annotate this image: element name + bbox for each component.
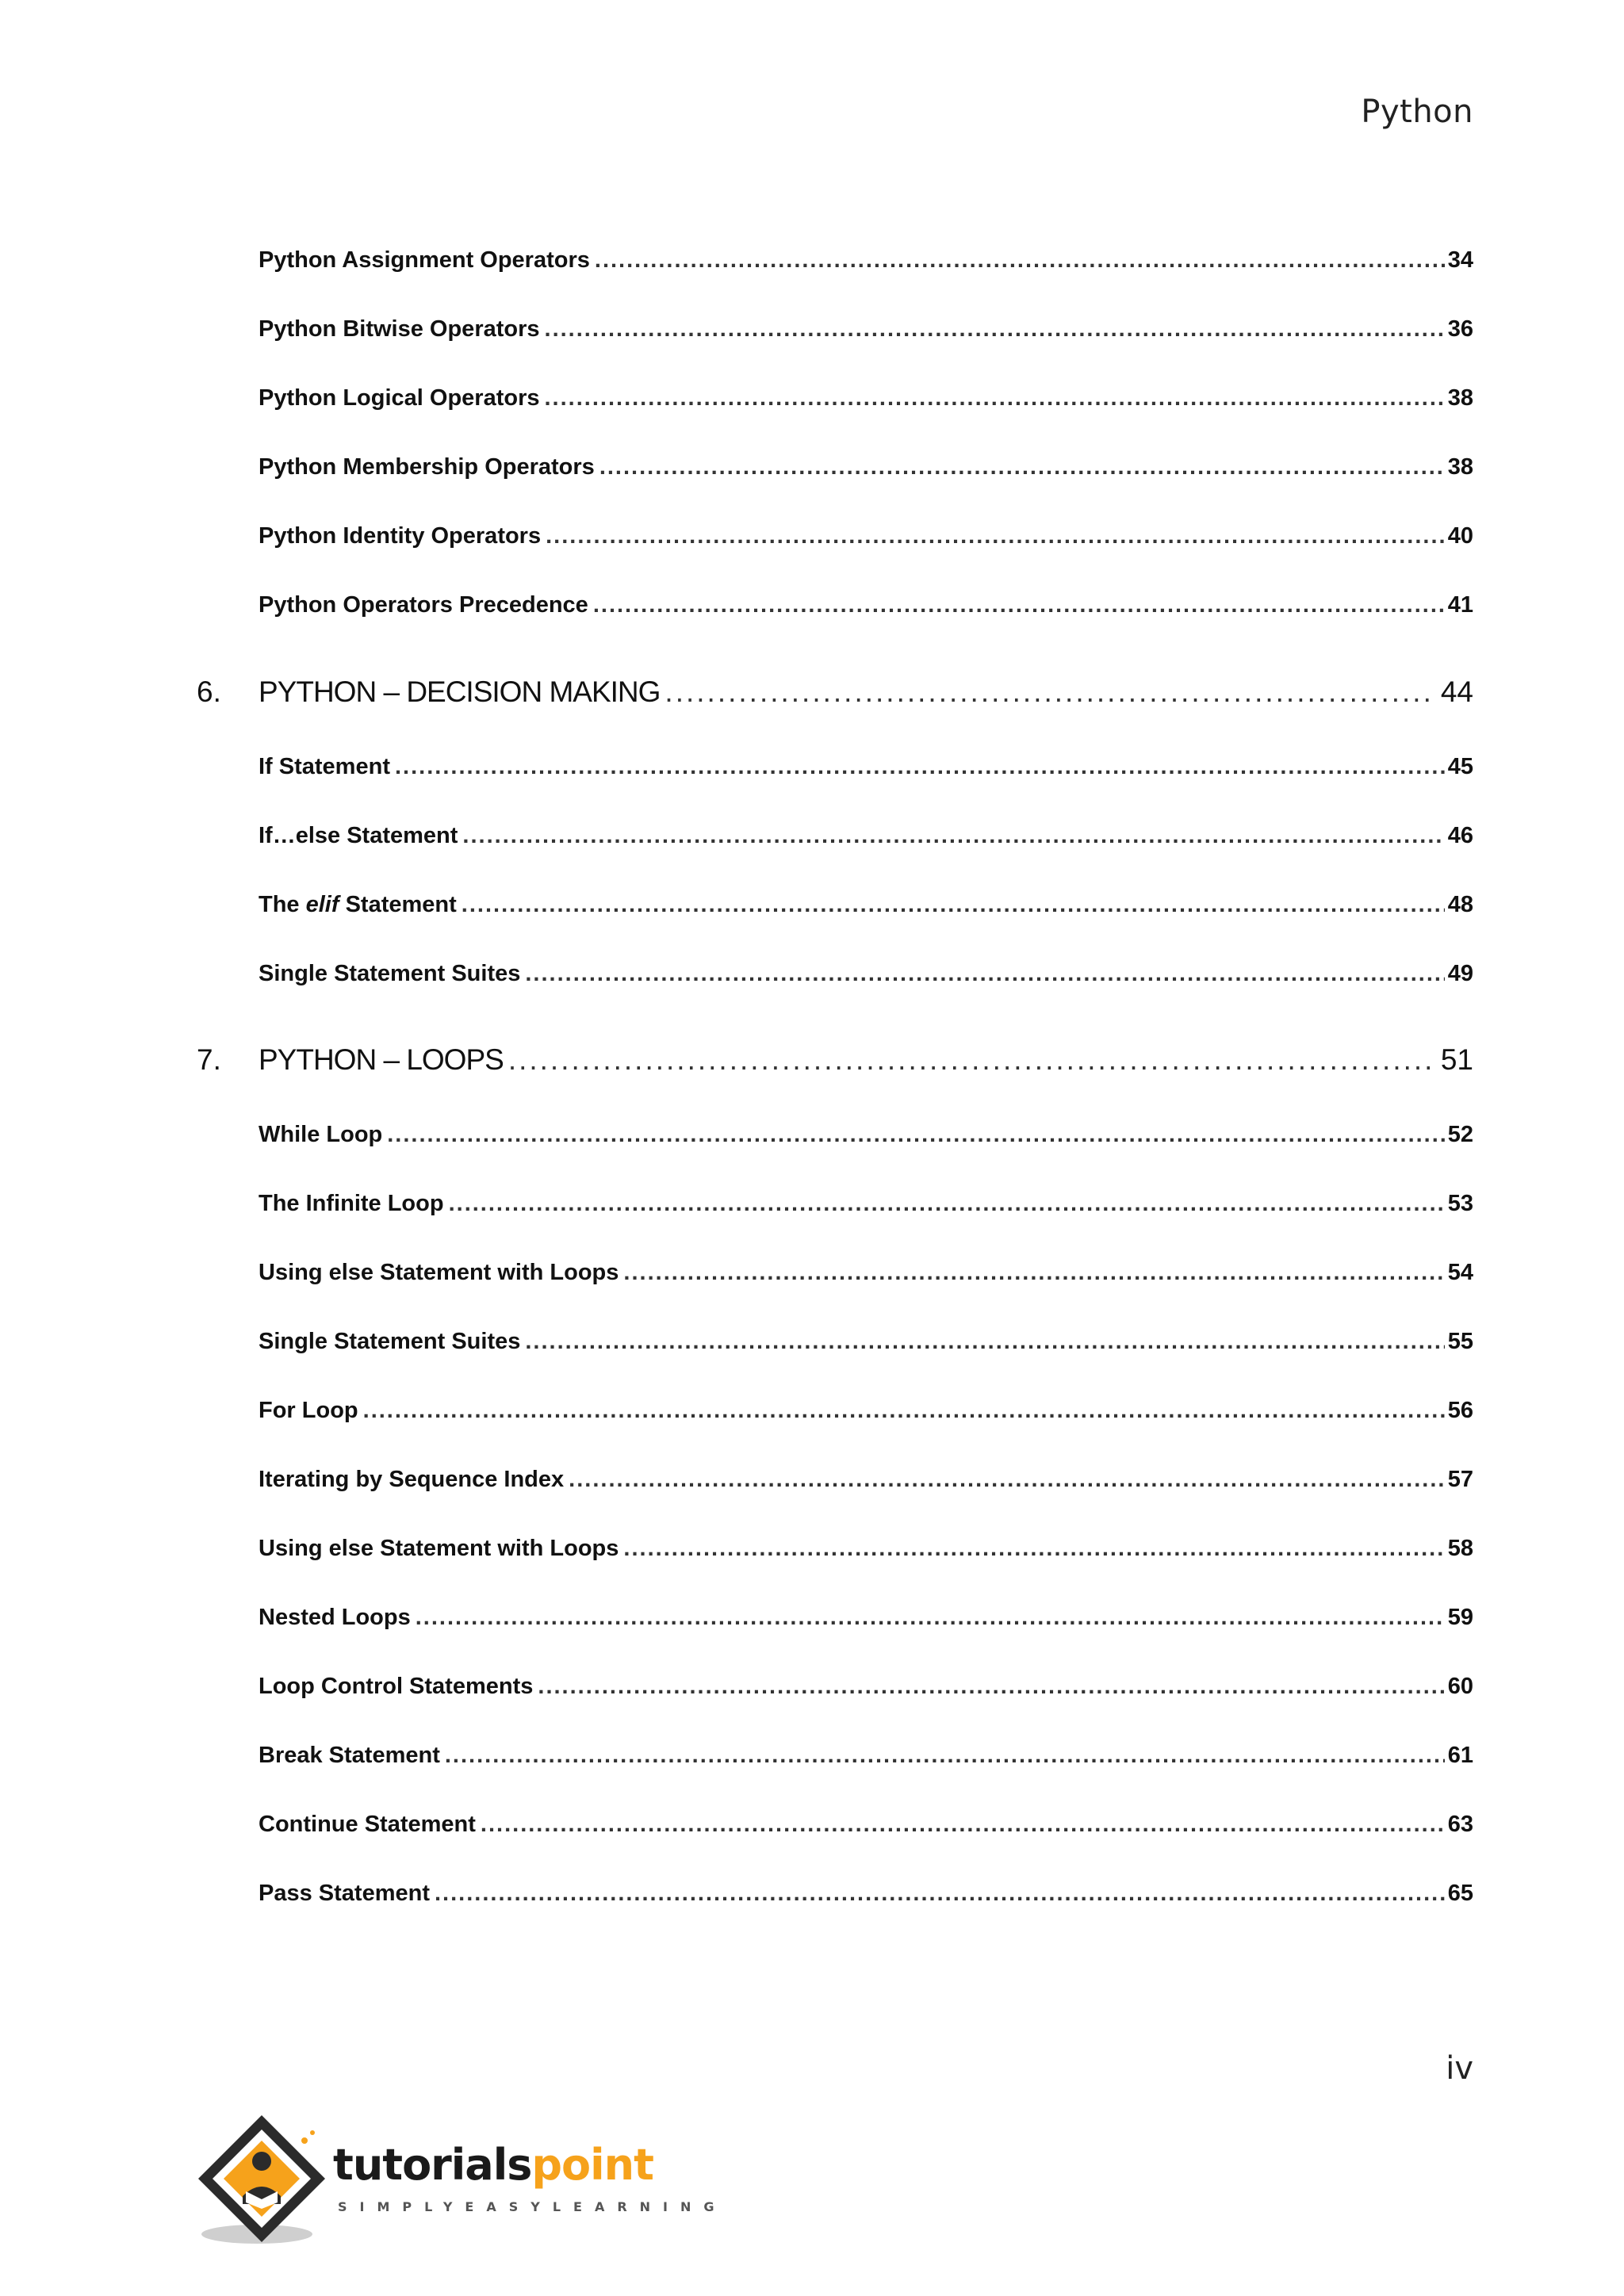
dot-leader <box>623 1260 1444 1286</box>
toc-entry[interactable] <box>259 1605 1473 1631</box>
toc-entry-label: If…else Statement <box>259 823 458 848</box>
toc-entry-label: Python Assignment Operators <box>259 247 590 273</box>
dot-leader <box>569 1467 1445 1493</box>
toc-entry[interactable] <box>259 1398 1473 1424</box>
dot-leader <box>481 1812 1445 1838</box>
dot-leader <box>538 1674 1444 1700</box>
toc-entry-page: 40 <box>1447 523 1473 549</box>
toc-entry-page: 56 <box>1447 1398 1473 1423</box>
toc-entry[interactable] <box>259 592 1473 618</box>
label-emphasis: elif <box>305 892 339 917</box>
running-header: Python <box>1361 94 1473 130</box>
toc-entry-page: 38 <box>1447 454 1473 480</box>
toc-entry[interactable] <box>259 316 1473 342</box>
toc-entry-page: 38 <box>1447 385 1473 411</box>
toc-entry-label: Iterating by Sequence Index <box>259 1467 565 1492</box>
toc-entry[interactable] <box>259 1881 1473 1907</box>
dot-leader <box>445 1743 1445 1769</box>
toc-entry[interactable] <box>259 961 1473 987</box>
toc-entry[interactable] <box>259 1122 1473 1148</box>
chapter-page: 51 <box>1440 1043 1473 1076</box>
dot-leader <box>462 823 1444 849</box>
toc-entry-page: 63 <box>1447 1812 1473 1837</box>
toc-chapter-6[interactable] <box>197 675 1473 709</box>
toc-entry[interactable] <box>259 1812 1473 1838</box>
toc-entry-page: 48 <box>1447 892 1473 917</box>
toc-entry[interactable] <box>259 454 1473 480</box>
toc-entry-page: 36 <box>1447 316 1473 342</box>
dot-leader <box>525 1329 1444 1355</box>
dot-leader <box>599 454 1445 480</box>
toc-entry[interactable] <box>259 1191 1473 1217</box>
dot-leader <box>595 247 1445 274</box>
toc-entry-page: 49 <box>1447 961 1473 986</box>
chapter-page: 44 <box>1440 675 1473 708</box>
toc-entry-page: 53 <box>1447 1191 1473 1216</box>
toc-entry-page: 57 <box>1447 1467 1473 1492</box>
toc-entry-label: If Statement <box>259 754 390 779</box>
toc-entry-label: Continue Statement <box>259 1812 476 1837</box>
logo-word-point: point <box>531 2140 653 2190</box>
logo-word-tutorials: tutorials <box>333 2140 532 2190</box>
dot-leader <box>525 961 1444 987</box>
label-prefix: The <box>259 892 306 917</box>
toc-entry-label: Using else Statement with Loops <box>259 1536 619 1561</box>
toc-entry[interactable] <box>259 1536 1473 1562</box>
toc-entry[interactable] <box>259 1467 1473 1493</box>
toc-entry-label: The Infinite Loop <box>259 1191 444 1216</box>
dot-leader <box>462 892 1445 918</box>
dot-leader <box>449 1191 1445 1217</box>
toc-entry[interactable] <box>259 247 1473 274</box>
toc-entry-label: Using else Statement with Loops <box>259 1260 619 1285</box>
logo-tagline: SIMPLYEASYLEARNING <box>338 2199 727 2214</box>
toc-entry[interactable] <box>259 1260 1473 1286</box>
dot-leader <box>545 316 1445 342</box>
logo-wordmark <box>333 2140 653 2190</box>
toc-entry-label: Pass Statement <box>259 1881 430 1906</box>
chapter-title: PYTHON – LOOPS <box>259 1043 504 1076</box>
dot-leader <box>363 1398 1445 1424</box>
toc-entry-label: Nested Loops <box>259 1605 411 1630</box>
toc-entry-label: Python Logical Operators <box>259 385 540 411</box>
dot-leader <box>623 1536 1444 1562</box>
toc-entry-label <box>259 892 457 918</box>
toc-entry-page: 60 <box>1447 1674 1473 1699</box>
toc-entry[interactable] <box>259 892 1473 918</box>
dot-leader <box>508 1043 1436 1077</box>
toc-entry-label: Break Statement <box>259 1743 440 1768</box>
toc-entry[interactable] <box>259 523 1473 549</box>
toc-entry-page: 41 <box>1447 592 1473 618</box>
chapter-number: 7. <box>197 1043 221 1076</box>
dot-leader <box>416 1605 1445 1631</box>
toc-entry-label: Loop Control Statements <box>259 1674 534 1699</box>
toc-entry-page: 34 <box>1447 247 1473 273</box>
tutorialspoint-logo <box>193 2109 727 2252</box>
toc-entry-label: Single Statement Suites <box>259 961 521 986</box>
toc-entry-label: Python Bitwise Operators <box>259 316 540 342</box>
label-suffix: Statement <box>339 892 457 917</box>
toc-entry[interactable] <box>259 823 1473 849</box>
toc-entry-label: Python Identity Operators <box>259 523 542 549</box>
toc-entry[interactable] <box>259 1743 1473 1769</box>
toc-entry-page: 59 <box>1447 1605 1473 1630</box>
toc-entry-page: 45 <box>1447 754 1473 779</box>
toc-entry-page: 55 <box>1447 1329 1473 1354</box>
page-number: iv <box>1446 2050 1473 2087</box>
toc-entry-page: 54 <box>1447 1260 1473 1285</box>
chapter-title: PYTHON – DECISION MAKING <box>259 675 661 708</box>
toc-entry-page: 52 <box>1447 1122 1473 1147</box>
toc-chapter-7[interactable] <box>197 1043 1473 1077</box>
toc-entry-label: Python Membership Operators <box>259 454 595 480</box>
dot-leader <box>593 592 1445 618</box>
logo-emblem-icon <box>193 2109 336 2252</box>
toc-entry-label: Python Operators Precedence <box>259 592 588 618</box>
dot-leader <box>435 1881 1445 1907</box>
dot-leader <box>387 1122 1444 1148</box>
toc-entry-page: 46 <box>1447 823 1473 848</box>
chapter-number: 6. <box>197 675 221 708</box>
toc-entry-page: 58 <box>1447 1536 1473 1561</box>
dot-leader <box>545 385 1445 411</box>
toc-entry-page: 65 <box>1447 1881 1473 1906</box>
dot-leader <box>395 754 1445 780</box>
toc-entry-label: For Loop <box>259 1398 358 1423</box>
toc-entry-page: 61 <box>1447 1743 1473 1768</box>
dot-leader <box>665 675 1435 709</box>
toc-entry-label: Single Statement Suites <box>259 1329 521 1354</box>
toc-entry[interactable] <box>259 754 1473 780</box>
toc-entry[interactable] <box>259 385 1473 411</box>
toc-entry-label: While Loop <box>259 1122 383 1147</box>
dot-leader <box>546 523 1445 549</box>
toc-entry[interactable] <box>259 1674 1473 1700</box>
toc-entry[interactable] <box>259 1329 1473 1355</box>
